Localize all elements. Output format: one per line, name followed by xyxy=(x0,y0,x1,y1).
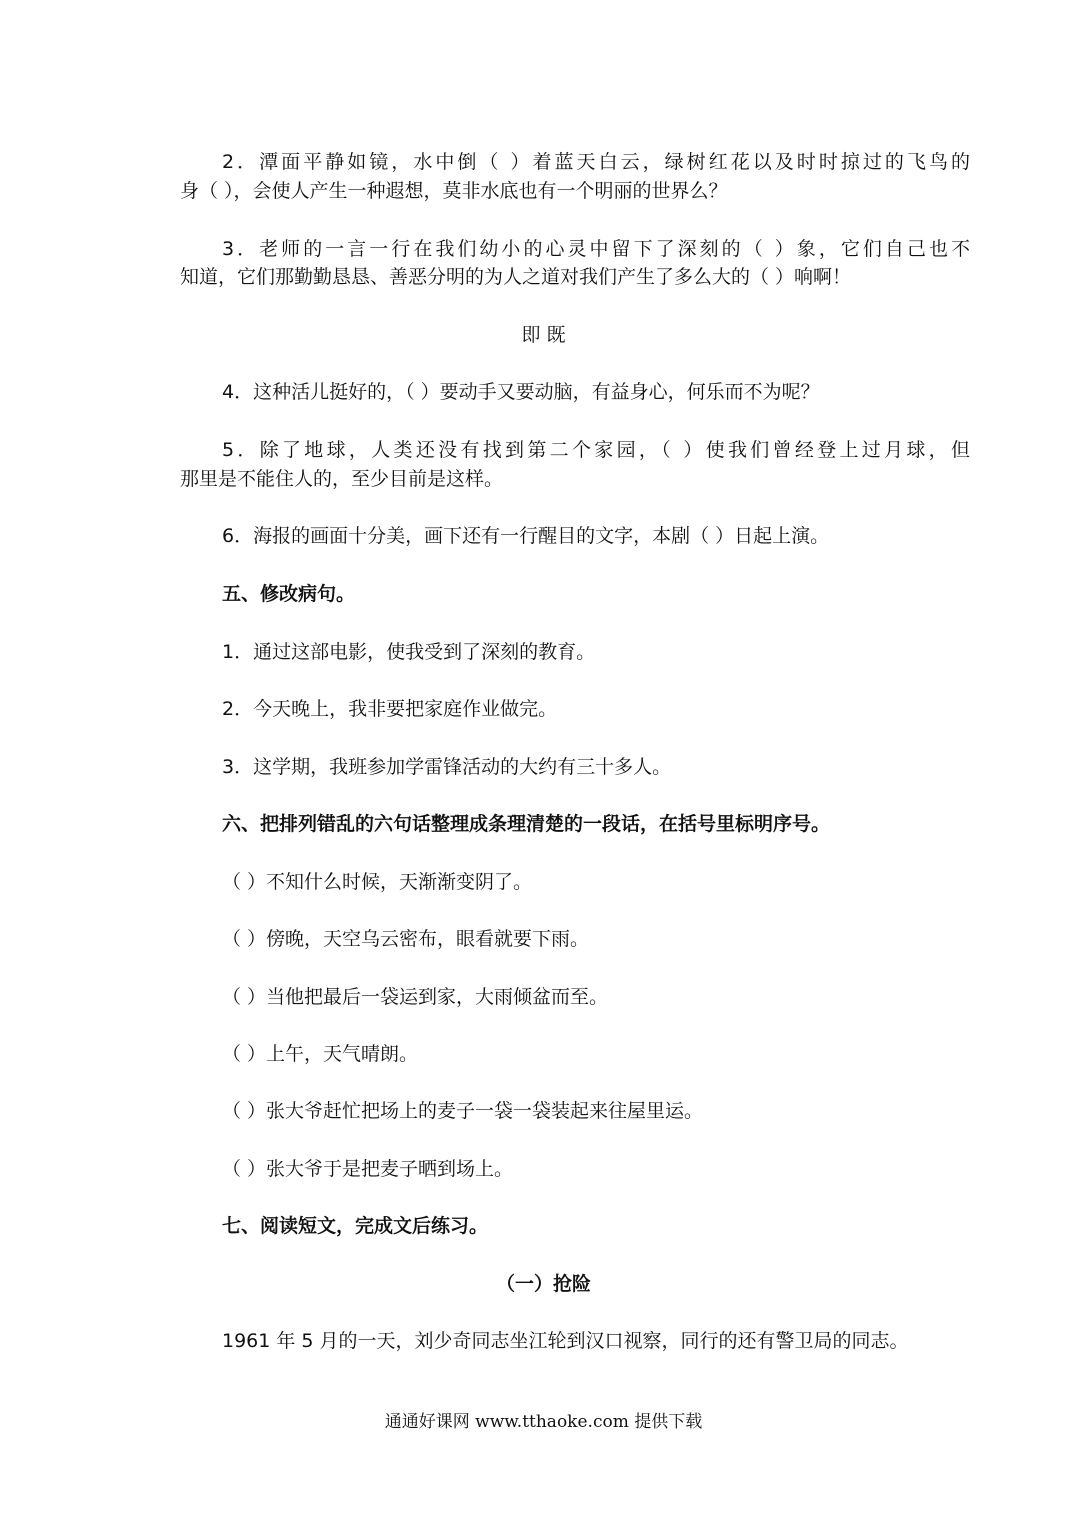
question-3-line-2: 知道，它们那勤勤恳恳、善恶分明的为人之道对我们产生了多么大的（ ）响啊！ xyxy=(180,266,852,288)
section-6-item: （ ）上午，天气晴朗。 xyxy=(222,1043,419,1065)
question-5-line-2: 那里是不能住人的，至少目前是这样。 xyxy=(180,468,504,490)
section-6-item: （ ）傍晚，天空乌云密布，眼看就要下雨。 xyxy=(222,928,590,950)
question-3-line-1: 3．老师的一言一行在我们幼小的心灵中留下了深刻的（ ）象，它们自己也不 xyxy=(222,238,970,260)
passage-title: （一）抢险 xyxy=(495,1273,591,1295)
section-5-item: 2．今天晚上，我非要把家庭作业做完。 xyxy=(222,698,558,720)
question-4: 4．这种活儿挺好的，（ ）要动手又要动脑，有益身心，何乐而不为呢？ xyxy=(222,381,820,403)
question-5-line-1: 5．除了地球，人类还没有找到第二个家园，（ ）使我们曾经登上过月球，但 xyxy=(222,439,970,461)
page-footer: 通通好课网 www.tthaoke.com 提供下载 xyxy=(384,1412,703,1432)
passage-first-line: 1961 年 5 月的一天，刘少奇同志坐江轮到汉口视察，同行的还有警卫局的同志。 xyxy=(222,1330,909,1352)
section-6-item: （ ）张大爷于是把麦子晒到场上。 xyxy=(222,1158,514,1180)
section-5-heading: 五、修改病句。 xyxy=(222,583,356,605)
section-6-heading: 六、把排列错乱的六句话整理成条理清楚的一段话，在括号里标明序号。 xyxy=(222,813,831,835)
word-choice-group: 即 既 xyxy=(521,324,566,346)
section-6-item: （ ）当他把最后一袋运到家，大雨倾盆而至。 xyxy=(222,986,609,1008)
question-6: 6．海报的画面十分美，画下还有一行醒目的文字，本剧（ ）日起上演。 xyxy=(222,525,830,547)
question-2-line-2: 身（ ），会使人产生一种遐想，莫非水底也有一个明丽的世界么？ xyxy=(180,180,728,202)
section-5-item: 1．通过这部电影，使我受到了深刻的教育。 xyxy=(222,641,596,663)
question-2-line-1: 2．潭面平静如镜，水中倒（ ）着蓝天白云，绿树红花以及时时掠过的飞鸟的 xyxy=(222,151,970,173)
section-6-item: （ ）张大爷赶忙把场上的麦子一袋一袋装起来往屋里运。 xyxy=(222,1100,704,1122)
section-5-item: 3．这学期，我班参加学雷锋活动的大约有三十多人。 xyxy=(222,756,672,778)
section-6-item: （ ）不知什么时候，天渐渐变阴了。 xyxy=(222,871,533,893)
section-7-heading: 七、阅读短文，完成文后练习。 xyxy=(222,1215,489,1237)
